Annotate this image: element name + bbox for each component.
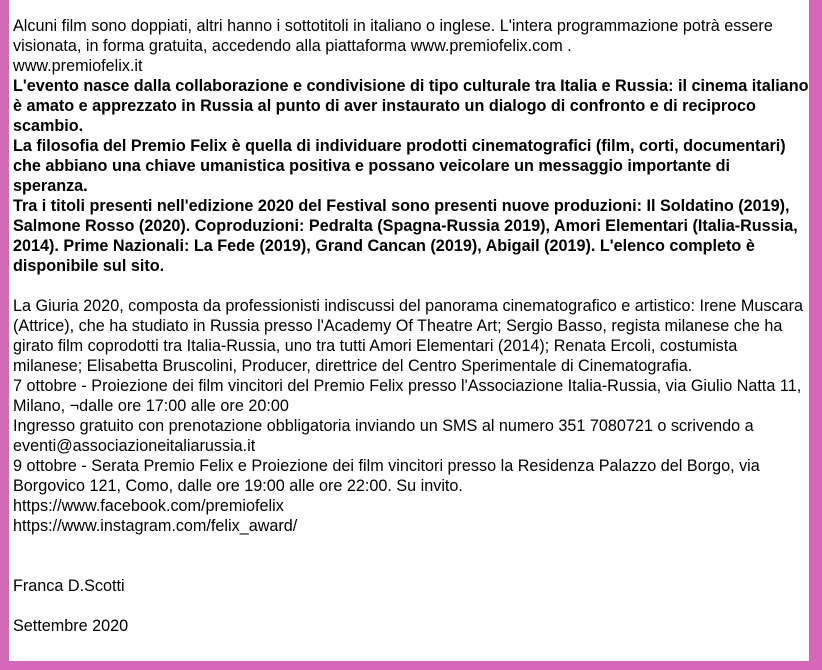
admission-info: Ingresso gratuito con prenotazione obbligatoria inviando un SMS al numero 351 7080721 o scrivendo a eventi@associazioneitaliarussia.it [13, 417, 754, 455]
site-link[interactable]: www.premiofelix.it [13, 57, 143, 75]
intro-paragraph: Alcuni film sono doppiati, altri hanno i sottotitoli in italiano o inglese. L'intera programmazione potrà essere visionata, in forma gratuita, accedendo alla piattaforma www.premiofelix.com . [13, 17, 773, 55]
event-october-9: 9 ottobre - Serata Premio Felix e Proiezione dei film vincitori presso la Residenza Palazzo del Borgo, via Borgovico 121, Como, dalle ore 19:00 alle ore 22:00. Su invito. [13, 457, 760, 495]
bold-paragraph-philosophy: La filosofia del Premio Felix è quella di individuare prodotti cinematografici (film, corti, documentari) che abbiano una chiave umanistica positiva e possano veicolare un messaggio importante di speranza. [13, 137, 786, 195]
article-page [9, 0, 809, 661]
spacer [13, 276, 809, 296]
jury-paragraph: La Giuria 2020, composta da professionisti indiscussi del panorama cinematografico e artistico: Irene Muscara (Attrice), che ha studiato in Russia presso l'Academy Of Theatre Art; Sergio Basso, regista milanese che ha girato film coprodotti tra Italia-Russia, uno tra tutti Amori Elementari (2014); Renata Ercoli, costumista milanese; Elisabetta Bruscolini, Producer, direttrice del Centro Sperimentale di Cinematografia. [13, 297, 803, 375]
spacer [13, 596, 809, 616]
bold-paragraph-collaboration: L'evento nasce dalla collaborazione e condivisione di tipo culturale tra Italia e Russia: il cinema italiano è amato e apprezzato in Russia al punto di aver instaurato un dialogo di confronto e di reciproco scambio. [13, 77, 809, 135]
article-date: Settembre 2020 [13, 617, 129, 635]
author-signature: Franca D.Scotti [13, 577, 125, 595]
bold-paragraph-titles: Tra i titoli presenti nell'edizione 2020 del Festival sono presenti nuove produzioni: Il Soldatino (2019), Salmone Rosso (2020). Coproduzioni: Pedralta (Spagna-Russia 2019), Amori Elementari (Italia-Russia, 2014). Prime Nazionali: La Fede (2019), Grand Cancan (2019), Abigail (2019). L'elenco completo è disponibile sul sito. [13, 197, 798, 275]
instagram-link[interactable]: https://www.instagram.com/felix_award/ [13, 517, 298, 535]
event-october-7: 7 ottobre - Proiezione dei film vincitori del Premio Felix presso l'Associazione Italia-Russia, via Giulio Natta 11, Milano, ¬dalle ore 17:00 alle ore 20:00 [13, 377, 802, 415]
spacer [13, 536, 809, 576]
facebook-link[interactable]: https://www.facebook.com/premiofelix [13, 497, 284, 515]
